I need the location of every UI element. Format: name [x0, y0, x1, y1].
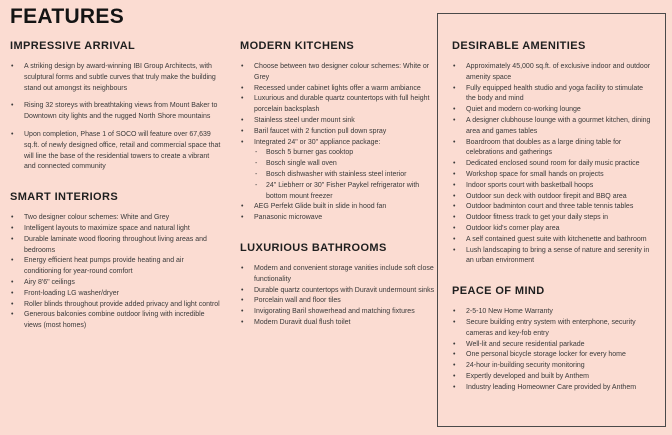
- feature-list: [240, 264, 438, 329]
- bullet-icon: •: [241, 203, 244, 211]
- bullet-icon: •: [453, 63, 456, 70]
- list-item-text: Front-loading LG washer/dryer: [24, 289, 119, 297]
- list-item-text: Modern Duravit dual flush toilet: [254, 318, 351, 326]
- section-desirable-amenities: [452, 40, 653, 267]
- list-item-text: Intelligent layouts to maximize space and natural light: [24, 224, 190, 232]
- sub-feature-list: [254, 148, 438, 202]
- bullet-icon: •: [11, 214, 14, 222]
- bullet-icon: •: [453, 84, 456, 92]
- list-item: [10, 62, 222, 94]
- bullet-icon: •: [453, 160, 456, 168]
- dash-icon: -: [255, 149, 258, 157]
- bullet-icon: •: [11, 224, 14, 232]
- list-item: [240, 116, 438, 127]
- bullet-icon: •: [241, 214, 244, 222]
- bullet-icon: •: [11, 311, 14, 319]
- list-item-text: Panasonic microwave: [254, 214, 323, 222]
- column-amenities-box: [437, 13, 666, 427]
- bullet-icon: •: [453, 235, 456, 243]
- bullet-icon: •: [453, 214, 456, 222]
- list-item: [452, 307, 653, 318]
- section-heading: DESIRABLE AMENITIES: [452, 40, 586, 52]
- list-item: [240, 84, 438, 95]
- feature-list: [10, 62, 222, 173]
- list-item: [452, 361, 653, 372]
- list-item-text: Outdoor sun deck with outdoor firepit and BBQ area: [466, 192, 627, 200]
- bullet-icon: •: [453, 362, 456, 370]
- bullet-icon: •: [453, 246, 456, 254]
- list-item-text: Durable laminate wood flooring throughout living areas and bedrooms: [24, 235, 207, 254]
- list-item-text: Roller blinds throughout provide added privacy and light control: [24, 300, 220, 308]
- list-item: [10, 101, 222, 123]
- list-item: [240, 94, 438, 116]
- dash-icon: -: [255, 181, 258, 189]
- list-item-text: 2-5-10 New Home Warranty: [466, 308, 553, 316]
- sub-list-item: [254, 159, 438, 170]
- sub-list-item: [254, 170, 438, 181]
- bullet-icon: •: [453, 372, 456, 380]
- list-item: [452, 116, 653, 138]
- list-item-text: Workshop space for small hands on projects: [466, 170, 604, 178]
- list-item: [452, 105, 653, 116]
- list-item-text: Integrated 24" or 30" appliance package:: [254, 138, 381, 146]
- list-item: [240, 213, 438, 224]
- list-item: [452, 318, 653, 340]
- list-item: [452, 383, 653, 394]
- list-item-text: Recessed under cabinet lights offer a warm ambiance: [254, 84, 421, 92]
- list-item: [10, 310, 222, 332]
- column-arrival-interiors: [10, 40, 222, 332]
- list-item-text: A designer clubhouse lounge with a gourmet kitchen, dining area and games tables: [466, 116, 651, 135]
- list-item: [452, 192, 653, 203]
- section-heading: IMPRESSIVE ARRIVAL: [10, 40, 136, 52]
- list-item-text: Well-lit and secure residential parkade: [466, 340, 585, 348]
- bullet-icon: •: [453, 308, 456, 316]
- list-item: [452, 235, 653, 246]
- list-item: [240, 138, 438, 203]
- section-heading: SMART INTERIORS: [10, 191, 119, 204]
- list-item-text: Outdoor kid's corner play area: [466, 224, 560, 232]
- list-item: [452, 202, 653, 213]
- list-item-text: Approximately 45,000 sq.ft. of exclusive indoor and outdoor amenity space: [466, 63, 651, 81]
- section-impressive-arrival: [10, 40, 222, 173]
- list-item: [240, 307, 438, 318]
- list-item: [10, 130, 222, 173]
- list-item: [10, 235, 222, 257]
- list-item-text: Upon completion, Phase 1 of SOCO will feature over 67,639 sq.ft. of newly designed office, retail and commercial space that will line the base of the residential towers to create a vibrant and connected community: [24, 130, 221, 171]
- feature-list: [240, 62, 438, 224]
- sub-list-item-text: 24" Liebherr or 30" Fisher Paykel refrigerator with bottom mount freezer: [266, 181, 420, 200]
- bullet-icon: •: [241, 138, 244, 146]
- list-item-text: Stainless steel under mount sink: [254, 116, 355, 124]
- bullet-icon: •: [11, 289, 14, 297]
- list-item-text: Industry leading Homeowner Care provided by Anthem: [466, 383, 637, 391]
- list-item: [452, 213, 653, 224]
- list-item-text: Luxurious and durable quartz countertops with full height porcelain backsplash: [254, 95, 430, 114]
- section-smart-interiors: [10, 191, 222, 332]
- list-item-text: AEG Perfekt Glide built in slide in hood fan: [254, 203, 387, 211]
- bullet-icon: •: [241, 63, 244, 70]
- list-item-text: Lush landscaping to bring a sense of nature and serenity in an urban environment: [466, 246, 650, 265]
- list-item-text: Invigorating Baril showerhead and matching fixtures: [254, 308, 415, 316]
- list-item-text: Outdoor fitness track to get your daily steps in: [466, 214, 609, 222]
- list-item: [240, 286, 438, 297]
- list-item: [452, 159, 653, 170]
- column-kitchens-bathrooms: [240, 40, 438, 329]
- bullet-icon: •: [453, 383, 456, 391]
- list-item-text: One personal bicycle storage locker for every home: [466, 351, 626, 359]
- bullet-icon: •: [241, 318, 244, 326]
- sub-list-item: [254, 148, 438, 159]
- list-item: [240, 127, 438, 138]
- list-item-text: Modern and convenient storage vanities include soft close functionality: [254, 264, 434, 283]
- list-item: [452, 138, 653, 160]
- bullet-icon: •: [453, 106, 456, 114]
- bullet-icon: •: [453, 181, 456, 189]
- bullet-icon: •: [241, 297, 244, 305]
- list-item-text: Quiet and modern co-working lounge: [466, 106, 581, 114]
- bullet-icon: •: [11, 257, 14, 265]
- list-item: [452, 340, 653, 351]
- bullet-icon: •: [241, 95, 244, 103]
- list-item-text: Two designer colour schemes: White and Grey: [24, 214, 170, 222]
- list-item-text: Choose between two designer colour schemes: White or Grey: [254, 63, 430, 81]
- list-item: [10, 289, 222, 300]
- bullet-icon: •: [453, 116, 456, 124]
- section-peace-of-mind: [452, 285, 653, 393]
- bullet-icon: •: [241, 116, 244, 124]
- bullet-icon: •: [241, 127, 244, 135]
- feature-list: [10, 213, 222, 332]
- bullet-icon: •: [11, 63, 14, 70]
- list-item: [452, 224, 653, 235]
- section-luxurious-bathrooms: [240, 242, 438, 329]
- list-item: [10, 213, 222, 224]
- list-item-text: A striking design by award-winning IBI Group Architects, with sculptural forms and subtle curves that truly make the building stand out amongst its neighbours: [24, 63, 216, 92]
- sub-list-item-text: Bosch dishwasher with stainless steel interior: [266, 170, 407, 178]
- bullet-icon: •: [453, 192, 456, 200]
- list-item: [452, 170, 653, 181]
- bullet-icon: •: [241, 308, 244, 316]
- section-modern-kitchens: [240, 40, 438, 224]
- list-item: [10, 224, 222, 235]
- list-item-text: Outdoor badminton court and three table tennis tables: [466, 203, 634, 211]
- bullet-icon: •: [453, 170, 456, 178]
- dash-icon: -: [255, 170, 258, 178]
- section-heading: PEACE OF MIND: [452, 285, 545, 298]
- section-heading: LUXURIOUS BATHROOMS: [240, 241, 387, 254]
- bullet-icon: •: [11, 130, 14, 138]
- list-item: [452, 372, 653, 383]
- list-item-text: Dedicated enclosed sound room for daily music practice: [466, 160, 640, 168]
- list-item-text: Generous balconies combine outdoor living with incredible views (most homes): [24, 311, 205, 330]
- list-item-text: Baril faucet with 2 function pull down spray: [254, 127, 387, 135]
- bullet-icon: •: [11, 300, 14, 308]
- list-item-text: Durable quartz countertops with Duravit undermount sinks: [254, 286, 435, 294]
- bullet-icon: •: [453, 351, 456, 359]
- list-item: [240, 264, 438, 286]
- bullet-icon: •: [11, 102, 14, 110]
- list-item: [452, 84, 653, 106]
- list-item: [10, 300, 222, 311]
- dash-icon: -: [255, 160, 258, 168]
- bullet-icon: •: [11, 235, 14, 243]
- bullet-icon: •: [241, 264, 244, 272]
- sub-list-item-text: Bosch single wall oven: [266, 160, 337, 168]
- section-heading: MODERN KITCHENS: [240, 40, 355, 52]
- sub-list-item-text: Bosch 5 burner gas cooktop: [266, 149, 354, 157]
- list-item: [452, 350, 653, 361]
- list-item: [240, 202, 438, 213]
- bullet-icon: •: [453, 224, 456, 232]
- bullet-icon: •: [453, 203, 456, 211]
- list-item-text: 24-hour in-building security monitoring: [466, 362, 585, 370]
- list-item-text: Indoor sports court with basketball hoops: [466, 181, 594, 189]
- list-item-text: Porcelain wall and floor tiles: [254, 297, 341, 305]
- list-item: [452, 181, 653, 192]
- list-item-text: Boardroom that doubles as a large dining table for celebrations and gatherings: [466, 138, 622, 157]
- list-item-text: Fully equipped health studio and yoga facility to stimulate the body and mind: [466, 84, 644, 103]
- list-item: [10, 278, 222, 289]
- sub-list-item: [254, 181, 438, 203]
- list-item: [240, 62, 438, 84]
- list-item-text: Energy efficient heat pumps provide heating and air conditioning for year-round comfort: [24, 257, 184, 276]
- feature-list: [452, 62, 653, 267]
- page-title: FEATURES: [10, 5, 125, 28]
- list-item: [452, 246, 653, 268]
- bullet-icon: •: [241, 84, 244, 92]
- list-item: [240, 318, 438, 329]
- bullet-icon: •: [453, 340, 456, 348]
- list-item: [240, 296, 438, 307]
- list-item: [452, 62, 653, 84]
- bullet-icon: •: [453, 318, 456, 326]
- list-item: [10, 256, 222, 278]
- list-item-text: Secure building entry system with enterphone, security cameras and key-fob entry: [466, 318, 636, 337]
- list-item-text: Airy 8'6" ceilings: [24, 278, 75, 286]
- list-item-text: A self contained guest suite with kitchenette and bathroom: [466, 235, 647, 243]
- bullet-icon: •: [453, 138, 456, 146]
- feature-list: [452, 307, 653, 393]
- list-item-text: Expertly developed and built by Anthem: [466, 372, 589, 380]
- bullet-icon: •: [241, 286, 244, 294]
- bullet-icon: •: [11, 278, 14, 286]
- list-item-text: Rising 32 storeys with breathtaking views from Mount Baker to Downtown city lights and the rugged North Shore mountains: [24, 102, 218, 121]
